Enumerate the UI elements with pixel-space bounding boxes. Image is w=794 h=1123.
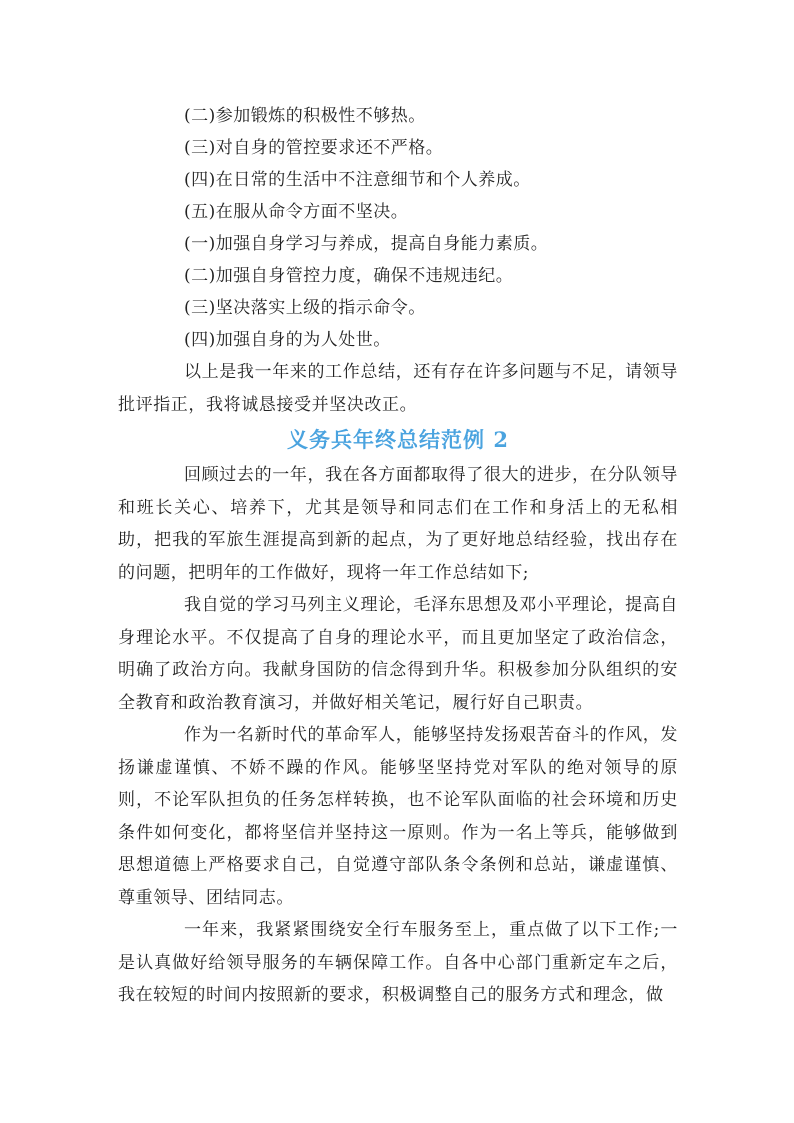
- body-paragraph: 一年来，我紧紧围绕安全行车服务至上，重点做了以下工作;一是认真做好给领导服务的车辆保障工作。自各中心部门重新定车之后，我在较短的时间内按照新的要求，积极调整自己的服务方式和理念，做: [118, 920, 678, 1005]
- closing-paragraph: 以上是我一年来的工作总结，还有存在许多问题与不足，请领导批评指正，我将诚恳接受并坚决改正。: [118, 362, 678, 415]
- body-paragraph: 我自觉的学习马列主义理论，毛泽东思想及邓小平理论，提高自身理论水平。不仅提高了自身的理论水平，而且更加坚定了政治信念，明确了政治方向。我献身国防的信念得到升华。积极参加分队组织的安全教育和政治教育演习，并做好相关笔记，履行好自己职责。: [118, 595, 678, 713]
- list-item: (二)加强自身管控力度，确保不违规违纪。: [184, 266, 514, 286]
- list-item: (二)参加锻炼的积极性不够热。: [184, 106, 426, 126]
- document-page: [118, 100, 678, 1012]
- body-paragraph: 回顾过去的一年，我在各方面都取得了很大的进步，在分队领导和班长关心、培养下，尤其是领导和同志们在工作和身活上的无私相助，把我的军旅生涯提高到新的起点，为了更好地总结经验，找出存在的问题，把明年的工作做好，现将一年工作总结如下;: [118, 465, 678, 583]
- section-title: 义务兵年终总结范例 2: [287, 427, 509, 452]
- list-item: (三)坚决落实上级的指示命令。: [184, 298, 426, 318]
- list-item: (三)对自身的管控要求还不严格。: [184, 138, 444, 158]
- list-item: (一)加强自身学习与养成，提高自身能力素质。: [184, 234, 549, 254]
- body-paragraph: 作为一名新时代的革命军人，能够坚持发扬艰苦奋斗的作风，发扬谦虚谨慎、不娇不躁的作风。能够坚坚持党对军队的绝对领导的原则，不论军队担负的任务怎样转换，也不论军队面临的社会环境和历史条件如何变化，都将坚信并坚持这一原则。作为一名上等兵，能够做到思想道德上严格要求自己，自觉遵守部队条令条例和总站，谦虚谨慎、尊重领导、团结同志。: [118, 725, 678, 908]
- list-item: (四)在日常的生活中不注意细节和个人养成。: [184, 170, 531, 190]
- list-item: (五)在服从命令方面不坚决。: [184, 202, 409, 222]
- list-item: (四)加强自身的为人处世。: [184, 330, 391, 350]
